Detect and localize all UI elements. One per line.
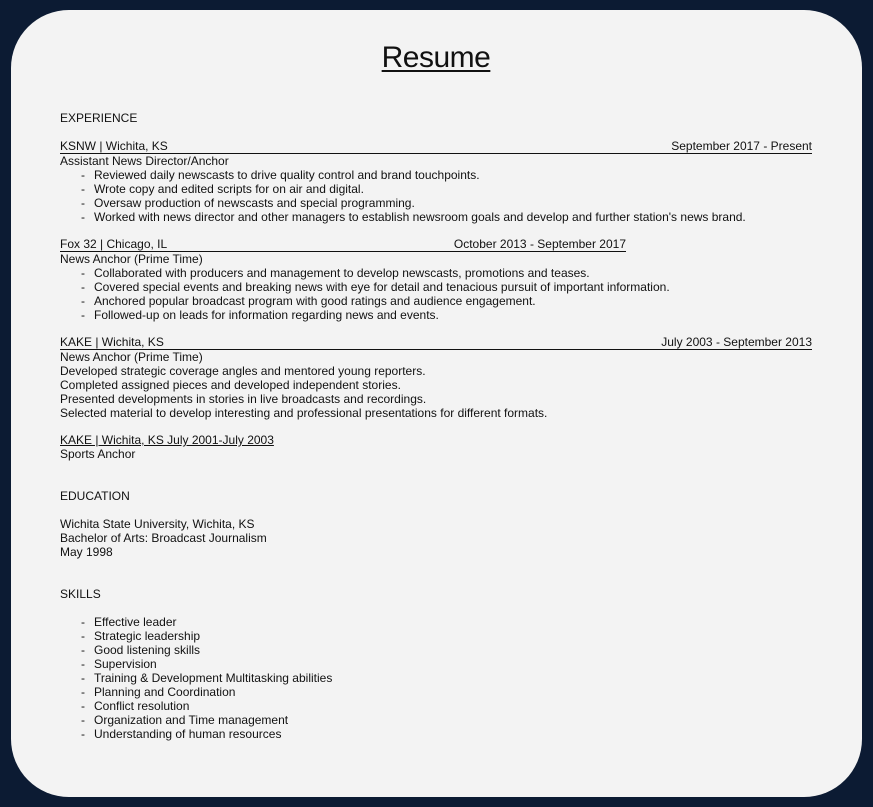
job-dates: September 2017 - Present bbox=[671, 139, 812, 153]
list-item: - Good listening skills bbox=[60, 643, 812, 657]
education-date: May 1998 bbox=[60, 545, 113, 559]
job-duty-line: Developed strategic coverage angles and mentored young reporters. bbox=[60, 364, 426, 378]
list-item: - Worked with news director and other managers to establish newsroom goals and develop and further station's news brand. bbox=[60, 210, 812, 224]
list-item: - Oversaw production of newscasts and special programming. bbox=[60, 196, 812, 210]
job-duty-line: Completed assigned pieces and developed independent stories. bbox=[60, 378, 401, 392]
job-employer: KAKE | Wichita, KS bbox=[60, 335, 164, 349]
list-item: - Reviewed daily newscasts to drive quality control and brand touchpoints. bbox=[60, 168, 812, 182]
resume-title: Resume bbox=[381, 41, 491, 74]
education-heading: EDUCATION bbox=[60, 489, 130, 503]
list-item: - Wrote copy and edited scripts for on air and digital. bbox=[60, 182, 812, 196]
skills-section bbox=[60, 615, 812, 741]
skills-heading: SKILLS bbox=[60, 587, 101, 601]
skills-list bbox=[60, 615, 812, 741]
job-duty-line: Presented developments in stories in live broadcasts and recordings. bbox=[60, 392, 427, 406]
job-dates: July 2003 - September 2013 bbox=[661, 335, 812, 349]
list-item: - Training & Development Multitasking abilities bbox=[60, 671, 812, 685]
job-role: Sports Anchor bbox=[60, 447, 136, 461]
experience-heading: EXPERIENCE bbox=[60, 111, 138, 125]
job-ksnw bbox=[60, 139, 812, 224]
job-role: News Anchor (Prime Time) bbox=[60, 252, 203, 266]
job-dates: October 2013 - September 2017 bbox=[453, 237, 626, 251]
list-item: - Effective leader bbox=[60, 615, 812, 629]
job-duties bbox=[60, 266, 670, 322]
list-item: - Followed-up on leads for information regarding news and events. bbox=[60, 308, 626, 322]
job-employer-line: KAKE | Wichita, KS July 2001-July 2003 bbox=[60, 433, 274, 447]
job-duties bbox=[60, 168, 812, 224]
job-role: Assistant News Director/Anchor bbox=[60, 154, 229, 168]
list-item: - Collaborated with producers and management to develop newscasts, promotions and teases. bbox=[60, 266, 626, 280]
job-role: News Anchor (Prime Time) bbox=[60, 350, 203, 364]
resume-page bbox=[11, 10, 862, 797]
list-item: - Understanding of human resources bbox=[60, 727, 812, 741]
job-kake-sports bbox=[60, 433, 812, 461]
list-item: - Covered special events and breaking news with eye for detail and tenacious pursuit of important information. bbox=[60, 280, 626, 294]
job-fox32 bbox=[60, 237, 670, 322]
list-item: - Planning and Coordination bbox=[60, 685, 812, 699]
job-header bbox=[60, 139, 812, 154]
list-item: - Organization and Time management bbox=[60, 713, 812, 727]
job-header bbox=[60, 237, 626, 252]
list-item: - Anchored popular broadcast program with good ratings and audience engagement. bbox=[60, 294, 626, 308]
education-degree: Bachelor of Arts: Broadcast Journalism bbox=[60, 531, 267, 545]
job-duty-line: Selected material to develop interesting and professional presentations for different formats. bbox=[60, 406, 548, 420]
list-item: - Conflict resolution bbox=[60, 699, 812, 713]
education-school: Wichita State University, Wichita, KS bbox=[60, 517, 255, 531]
job-header bbox=[60, 335, 812, 350]
job-employer: Fox 32 | Chicago, IL bbox=[60, 237, 168, 251]
list-item: - Strategic leadership bbox=[60, 629, 812, 643]
list-item: - Supervision bbox=[60, 657, 812, 671]
job-employer: KSNW | Wichita, KS bbox=[60, 139, 168, 153]
education-section bbox=[60, 517, 812, 559]
job-kake bbox=[60, 335, 812, 420]
